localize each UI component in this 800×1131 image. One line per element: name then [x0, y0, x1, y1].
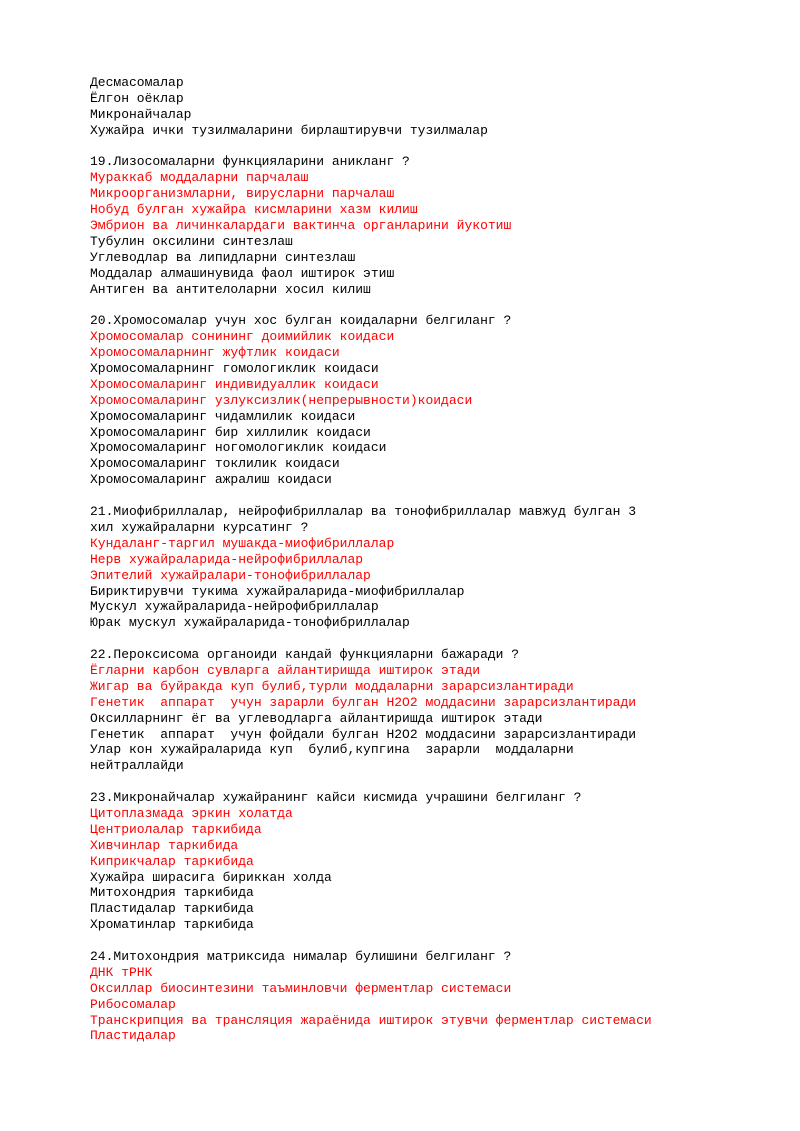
- answer-option: Юрак мускул хужайраларида-тонофибриллалар: [90, 615, 410, 631]
- question-text: 20.Хромосомалар учун хос булган коидаларни белгиланг ?: [90, 313, 512, 329]
- question-text: 24.Митохондрия матриксида нималар булишини белгиланг ?: [90, 948, 512, 964]
- correct-answer-option: Хивчинлар таркибида: [90, 837, 239, 853]
- answer-option: Хромосомаларинг бир хиллилик коидаси: [90, 424, 371, 440]
- blank-line: [90, 139, 760, 155]
- correct-answer-option: Хромосомаларнинг жуфтлик коидаси: [90, 345, 340, 361]
- answer-option: Генетик аппарат учун фойдали булган H2O2 моддасини зарарсизлантиради: [90, 726, 637, 742]
- blank-line: [90, 774, 760, 790]
- answer-option: Хроматинлар таркибида: [90, 917, 254, 933]
- question-text: 21.Миофибриллалар, нейрофибриллалар ва тонофибриллалар мавжуд булган 3: [90, 504, 637, 520]
- question-block: [90, 647, 760, 774]
- correct-answer-option: Хромосомаларинг узлуксизлик(непрерывности)коидаси: [90, 392, 473, 408]
- intro-answer-list: [90, 75, 760, 139]
- answer-option: Бириктирувчи тукима хужайраларида-миофибриллалар: [90, 583, 465, 599]
- correct-answer-option: ДНК тРНК: [90, 964, 153, 980]
- question-list: [90, 139, 760, 1045]
- question-text: 23.Микронайчалар хужайранинг кайси кисмида учрашини белгиланг ?: [90, 790, 582, 806]
- correct-answer-option: Оксиллар биосинтезини таъминловчи ферментлар системаси: [90, 980, 512, 996]
- blank-line: [90, 631, 760, 647]
- answer-option: Хромосомаларинг чидамлилик коидаси: [90, 408, 356, 424]
- answer-option: Хромосомаларинг ногомологиклик коидаси: [90, 440, 387, 456]
- answer-option: Тубулин оксилини синтезлаш: [90, 233, 293, 249]
- question-text: 19.Лизосомаларни функцияларини аникланг ?: [90, 154, 410, 170]
- answer-option: Пластидалар таркибида: [90, 901, 254, 917]
- question-block: [90, 313, 760, 488]
- correct-answer-option: Жигар ва буйракда куп булиб,турли моддаларни зарарсизлантиради: [90, 678, 574, 694]
- answer-option: Хромосомаларинг ажралиш коидаси: [90, 472, 332, 488]
- answer-option: Хужайра ширасига бириккан холда: [90, 869, 332, 885]
- correct-answer-option: Хромосомаларинг индивидуаллик коидаси: [90, 376, 379, 392]
- answer-option: нейтраллайди: [90, 758, 184, 774]
- correct-answer-option: Цитоплазмада эркин холатда: [90, 805, 293, 821]
- question-text: хил хужайраларни курсатинг ?: [90, 519, 309, 535]
- correct-answer-option: Нобуд булган хужайра кисмларини хазм килиш: [90, 202, 418, 218]
- correct-answer-option: Мураккаб моддаларни парчалаш: [90, 170, 309, 186]
- correct-answer-option: Рибосомалар: [90, 996, 176, 1012]
- answer-option: Микронайчалар: [90, 106, 192, 122]
- answer-option: Хужайра ички тузилмаларини бирлаштирувчи тузилмалар: [90, 122, 488, 138]
- question-block: [90, 154, 760, 297]
- correct-answer-option: Нерв хужайраларида-нейрофибриллалар: [90, 551, 364, 567]
- correct-answer-option: Кундаланг-таргил мушакда-миофибриллалар: [90, 535, 395, 551]
- answer-option: Антиген ва антителоларни хосил килиш: [90, 281, 371, 297]
- answer-option: Митохондрия таркибида: [90, 885, 254, 901]
- answer-option: Улар кон хужайраларида куп булиб,купгина зарарли моддаларни: [90, 742, 574, 758]
- answer-option: Ёлгон оёклар: [90, 90, 184, 106]
- correct-answer-option: Центриолалар таркибида: [90, 821, 262, 837]
- correct-answer-option: Пластидалар: [90, 1028, 176, 1044]
- correct-answer-option: Хромосомалар сонининг доимийлик коидаси: [90, 329, 395, 345]
- blank-line: [90, 297, 760, 313]
- correct-answer-option: Генетик аппарат учун зарарли булган H2O2 моддасини зарарсизлантиради: [90, 694, 637, 710]
- correct-answer-option: Эмбрион ва личинкалардаги вактинча органларини йукотиш: [90, 218, 512, 234]
- answer-option: Хромосомаларинг токлилик коидаси: [90, 456, 340, 472]
- question-block: [90, 949, 760, 1044]
- correct-answer-option: Киприкчалар таркибида: [90, 853, 254, 869]
- blank-line: [90, 488, 760, 504]
- question-block: [90, 790, 760, 933]
- answer-option: Хромосомаларнинг гомологиклик коидаси: [90, 361, 379, 377]
- answer-option: Углеводлар ва липидларни синтезлаш: [90, 249, 356, 265]
- question-block: [90, 504, 760, 631]
- answer-option: Десмасомалар: [90, 75, 184, 90]
- correct-answer-option: Транскрипция ва трансляция жараёнида иштирок этувчи ферментлар системаси: [90, 1012, 652, 1028]
- correct-answer-option: Ёгларни карбон сувларга айлантиришда иштирок этади: [90, 662, 481, 678]
- correct-answer-option: Микроорганизмларни, вирусларни парчалаш: [90, 186, 395, 202]
- answer-option: Оксилларнинг ёг ва углеводларга айлантиришда иштирок этади: [90, 710, 543, 726]
- answer-option: Моддалар алмашинувида фаол иштирок этиш: [90, 265, 395, 281]
- question-text: 22.Пероксисома органоиди кандай функцияларни бажаради ?: [90, 647, 520, 663]
- answer-option: Мускул хужайраларида-нейрофибриллалар: [90, 599, 379, 615]
- blank-line: [90, 933, 760, 949]
- correct-answer-option: Эпителий хужайралари-тонофибриллалар: [90, 567, 371, 583]
